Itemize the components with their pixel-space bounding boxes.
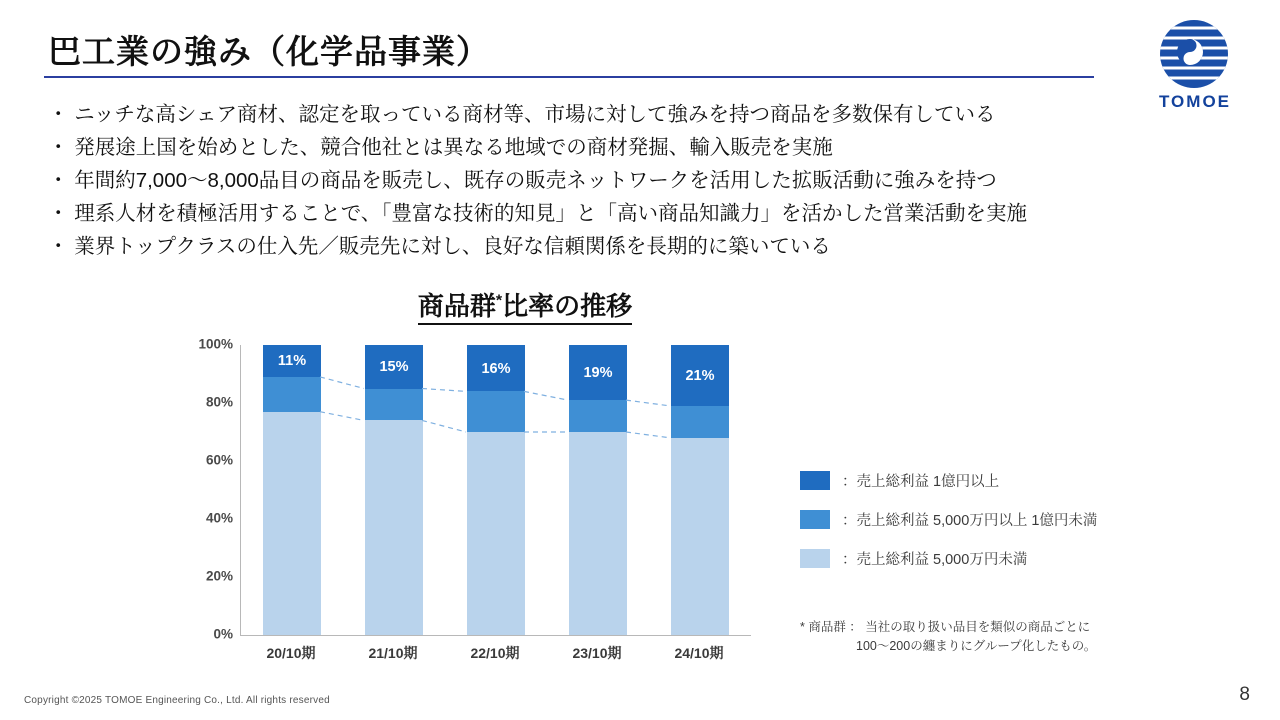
logo-wordmark: TOMOE [1158,92,1232,111]
bar-data-label: 16% [481,360,511,377]
bullet-item: ・ 理系人材を積極活用することで、「豊富な技術的知見」と「高い商品知識力」を活かした営業活動を実施 [48,202,1028,225]
chart-title-tail: 比率の推移 [502,291,633,321]
legend-swatch [800,549,830,568]
bullet-item: ・ 年間約7,000〜8,000品目の商品を販売し、既存の販売ネットワークを活用した拡販活動に強みを持つ [48,169,997,192]
stacked-bar-chart [150,336,770,661]
x-axis-tick-label: 22/10期 [470,645,520,661]
bar-segment[interactable] [467,432,525,635]
bar-segment[interactable] [569,432,627,635]
bar-segment[interactable] [671,406,729,438]
title-divider [44,76,1094,78]
bar-group[interactable] [467,345,525,635]
bar-data-label: 11% [277,353,307,370]
legend-item [800,548,1240,569]
legend-item [800,509,1240,530]
chart-footnote [800,618,1240,656]
legend-label: ：売上総利益 5,000万円未満 [842,552,1028,568]
y-axis-tick-label: 20% [205,568,233,584]
bar-data-label: 19% [583,365,613,382]
chart-plot-area [198,336,751,642]
bar-group[interactable] [263,345,321,635]
legend-swatch [800,510,830,529]
bar-group[interactable] [365,345,423,635]
bar-data-label: 21% [685,367,715,384]
y-axis-tick-label: 0% [213,626,233,642]
bullet-item: ・ ニッチな高シェア商材、認定を取っている商材等、市場に対して強みを持つ商品を多数保有している [48,103,996,126]
x-axis-tick-label: 23/10期 [572,645,622,661]
page-title: 巴工業の強み（化学品事業） [48,33,490,70]
chart-title-main: 商品群 [417,291,496,321]
page-number: 8 [1239,684,1250,705]
bar-segment[interactable] [263,412,321,635]
bar-data-label: 15% [379,359,409,376]
bar-segment[interactable] [671,438,729,635]
legend-swatch [800,471,830,490]
bullet-item: ・ 発展途上国を始めとした、競合他社とは異なる地域での商材発掘、輸入販売を実施 [48,136,833,159]
x-axis-tick-label: 20/10期 [266,645,316,661]
y-axis-tick-label: 80% [205,394,233,410]
y-axis-tick-label: 60% [205,452,233,468]
tomoe-mark-icon [1158,18,1230,90]
bullet-list [48,100,1168,265]
legend-label: ：売上総利益 1億円以上 [842,474,1000,490]
copyright-text: Copyright ©2025 TOMOE Engineering Co., Ltd. All rights reserved [24,695,330,706]
x-axis-tick-label: 21/10期 [368,645,418,661]
legend-label: ：売上総利益 5,000万円以上 1億円未満 [842,513,1098,529]
bar-segment[interactable] [263,377,321,412]
x-axis-tick-label: 24/10期 [674,645,724,661]
bar-segment[interactable] [569,400,627,432]
bullet-item: ・ 業界トップクラスの仕入先／販売先に対し、良好な信頼関係を長期的に築いている [48,235,831,258]
footnote-line-2: 100〜200の纏まりにグループ化したもの。 [856,639,1097,653]
legend-item [800,470,1240,491]
chart-legend [800,470,1240,587]
bar-group[interactable] [569,345,627,635]
bar-segment[interactable] [365,389,423,421]
y-axis-tick-label: 40% [205,510,233,526]
chart-title-asterisk: * [495,292,503,310]
chart-title [0,286,1050,323]
bar-segment[interactable] [467,391,525,432]
bar-group[interactable] [671,345,729,635]
bar-segment[interactable] [365,420,423,635]
y-axis-tick-label: 100% [198,336,233,352]
footnote-line-1: * 商品群 ： 当社の取り扱い品目を類似の商品ごとに [800,620,1091,634]
